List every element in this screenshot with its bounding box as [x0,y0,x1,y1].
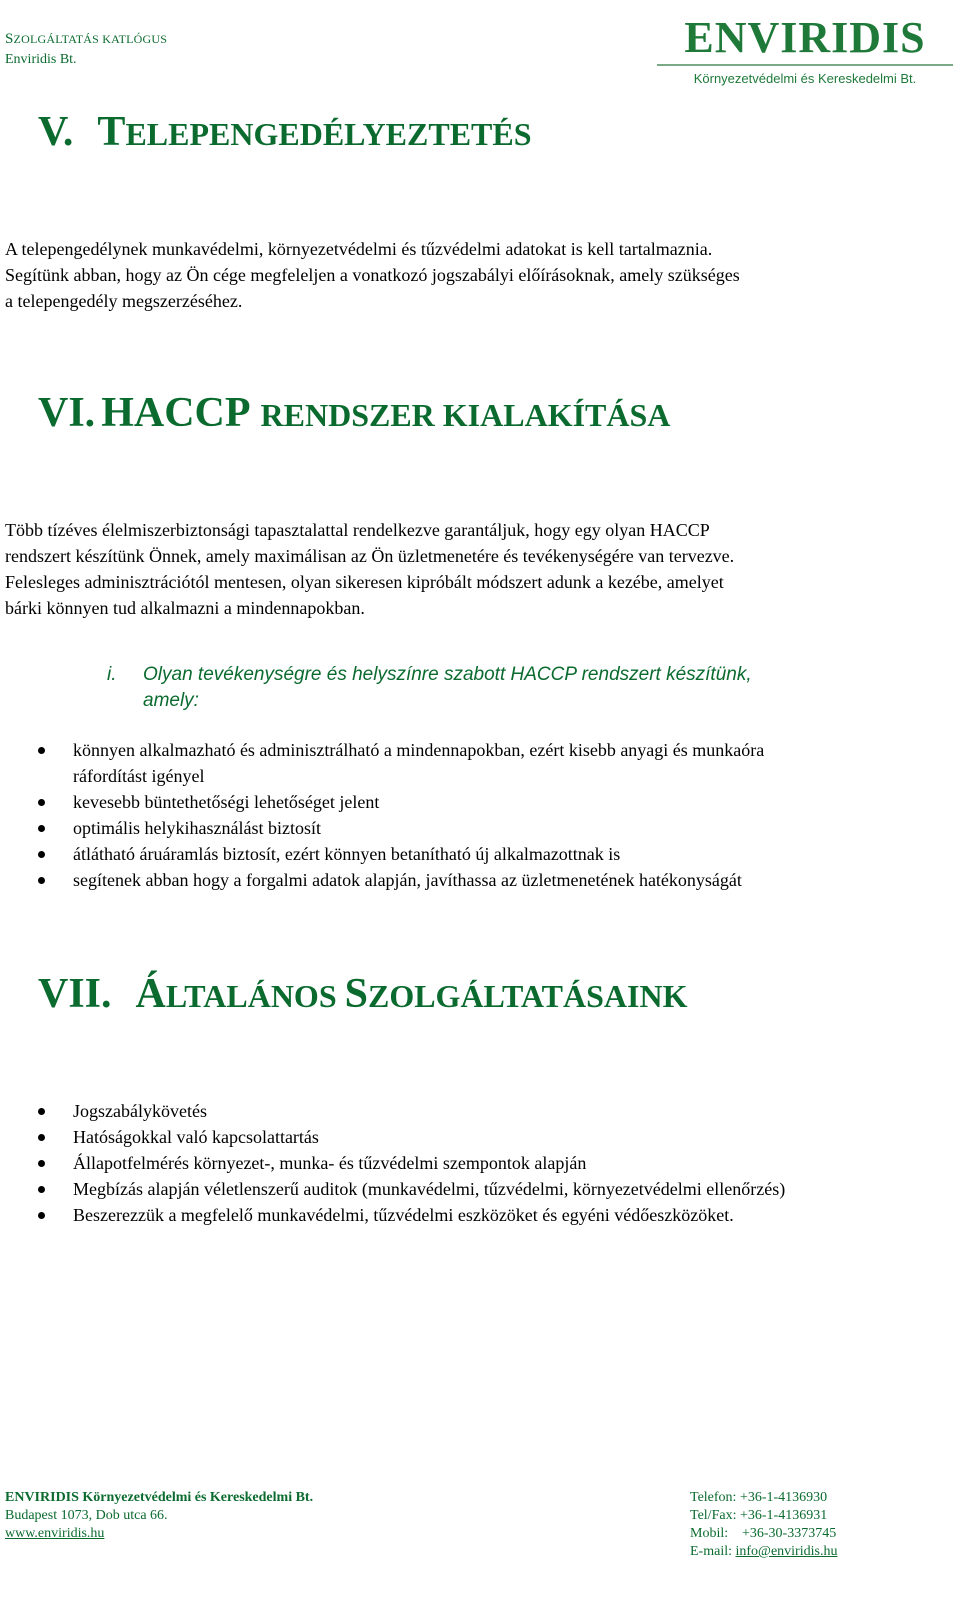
list-item: Beszerezzük a megfelelő munkavédelmi, tűzvédelmi eszközöket és egyéni védőeszközöket. [38,1202,898,1228]
list-item: könnyen alkalmazható és adminisztrálható a mindennapokban, ezért kisebb anyagi és munkaóra ráfordítást igényel [38,737,898,789]
mobile-label: Mobil: [690,1526,729,1541]
section-7-title-mid: LTALÁNOS [165,978,345,1014]
section-6-subheading [107,662,867,714]
list-item: Állapotfelmérés környezet-, munka- és tűzvédelmi szempontok alapján [38,1150,898,1176]
section-5-number: V. [38,109,74,155]
list-item: Hatóságokkal való kapcsolattartás [38,1124,898,1150]
section-5-line-2: Segítünk abban, hogy az Ön cége megfeleljen a vonatkozó jogszabályi előírásoknak, amely szükséges [5,265,740,285]
section-5-heading [38,108,532,156]
fax-number: +36-1-4136931 [739,1508,828,1523]
section-7-title-second-initial: S [344,971,368,1017]
bullet-icon [38,1160,45,1167]
header-title-rest: ZOLGÁLTATÁS KATLÓGUS [13,32,168,46]
bullet-icon [38,1134,45,1141]
mobile-number: +36-30-3373745 [742,1526,837,1541]
list-item: átlátható áruáramlás biztosít, ezért könnyen betanítható új alkalmazottnak is [38,841,898,867]
header-subtitle: Enviridis Bt. [5,52,77,67]
section-5-paragraph [5,236,885,314]
email-link[interactable]: info@enviridis.hu [735,1544,838,1559]
general-services-list [38,1098,898,1228]
section-7-heading [38,970,687,1018]
section-6-heading [38,389,670,437]
fax-label: Tel/Fax: [690,1508,737,1523]
logo-name: ENVIRIDIS [684,13,926,62]
bullet-icon [38,851,45,858]
list-item: Megbízás alapján véletlenszerű auditok (munkavédelmi, tűzvédelmi, környezetvédelmi ellenőrzés) [38,1176,898,1202]
footer-company-name: ENVIRIDIS Környezetvédelmi és Kereskedelmi Bt. [5,1490,314,1505]
company-logo [655,10,955,95]
section-5-line-3: a telepengedély megszerzéséhez. [5,291,243,311]
haccp-benefits-list [38,737,898,893]
bullet-icon [38,877,45,884]
section-6-line-2: rendszert készítünk Önnek, amely maximálisan az Ön üzletmenetére és tevékenységére van tervezve. [5,546,735,566]
section-5-line-1: A telepengedélynek munkavédelmi, környezetvédelmi és tűzvédelmi adatokat is kell tartalmaznia. [5,239,713,259]
header-title-initial: S [5,31,14,47]
subheading-marker: i. [107,664,117,685]
logo-divider [657,64,953,66]
section-6-line-3: Felesleges adminisztrációtól mentesen, olyan sikeresen kipróbált módszert adunk a kezébe, amelyet [5,572,724,592]
bullet-icon [38,1186,45,1193]
footer-address: Budapest 1073, Dob utca 66. [5,1508,168,1523]
subheading-line-2: amely: [143,690,199,711]
list-item: segítenek abban hogy a forgalmi adatok alapján, javíthassa az üzletmenetének hatékonyságát [38,867,898,893]
subheading-line-1: Olyan tevékenységre és helyszínre szabott HACCP rendszert készítünk, [143,664,752,685]
bullet-icon [38,1108,45,1115]
section-7-title-rest: ZOLGÁLTATÁSAINK [367,978,688,1014]
phone-label: Telefon: [690,1490,737,1505]
phone-number: +36-1-4136930 [739,1490,828,1505]
list-item: Jogszabálykövetés [38,1098,898,1124]
header-title [5,31,167,48]
list-item: optimális helykihasználást biztosít [38,815,898,841]
list-item: kevesebb büntethetőségi lehetőséget jelent [38,789,898,815]
section-7-number: VII. [38,971,112,1017]
section-6-title-rest: RENDSZER KIALAKÍTÁSA [260,397,671,433]
logo-tagline: Környezetvédelmi és Kereskedelmi Bt. [693,71,917,86]
section-6-line-4: bárki könnyen tud alkalmazni a mindennapokban. [5,598,365,618]
section-7-title-initial: Á [135,971,166,1017]
footer-website-link[interactable]: www.enviridis.hu [5,1526,105,1541]
email-label: E-mail: [690,1544,732,1559]
bullet-icon [38,825,45,832]
bullet-icon [38,1212,45,1219]
section-6-paragraph [5,517,885,621]
section-5-title-rest: ELEPENGEDÉLYEZTETÉS [125,116,532,152]
section-6-title-haccp: HACCP [101,390,251,436]
bullet-icon [38,799,45,806]
section-6-number: VI. [38,390,96,436]
footer-company-info [5,1489,313,1543]
section-5-title-initial: T [97,109,126,155]
section-6-line-1: Több tízéves élelmiszerbiztonsági tapasztalattal rendelkezve garantáljuk, hogy egy olyan HACCP [5,520,710,540]
bullet-icon [38,747,45,754]
footer-contact-info [690,1489,890,1561]
